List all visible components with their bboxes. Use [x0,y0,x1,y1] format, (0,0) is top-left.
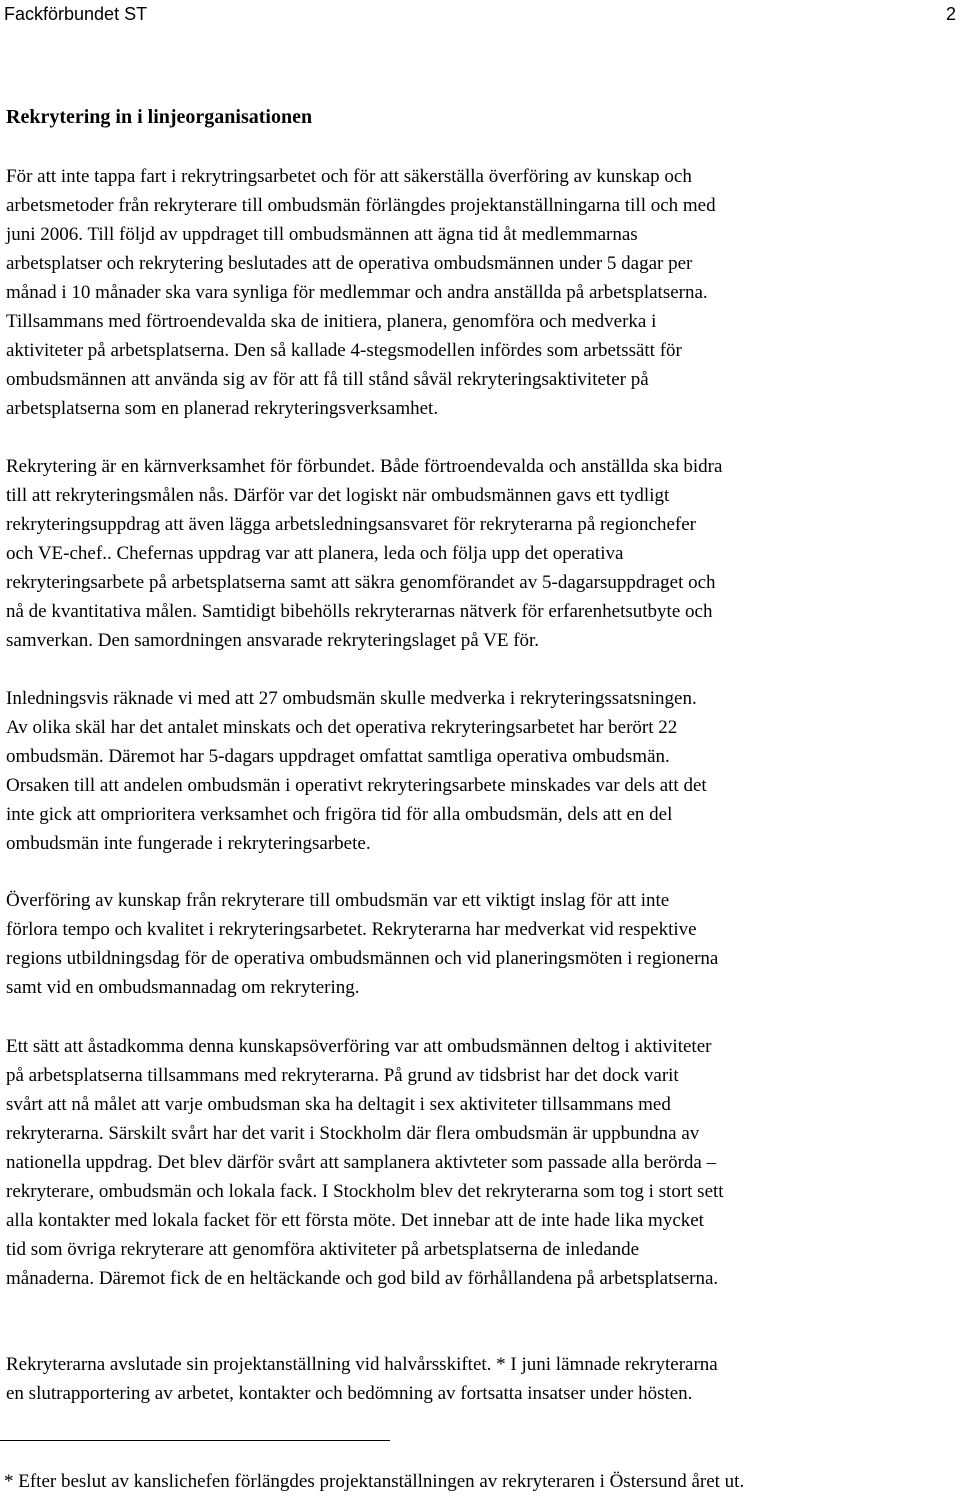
paragraph-6 [6,1350,954,1408]
text-line: Inledningsvis räknade vi med att 27 ombudsmän skulle medverka i rekryteringssatsningen. [6,688,697,709]
text-line: aktiviteter på arbetsplatserna. Den så kallade 4-stegsmodellen infördes som arbetssätt för [6,340,682,361]
text-line: Överföring av kunskap från rekryterare till ombudsmän var ett viktigt inslag för att inte [6,890,670,911]
paragraph-1 [6,162,954,423]
text-line: juni 2006. Till följd av uppdraget till ombudsmännen att ägna tid åt medlemmarnas [6,224,638,245]
section-heading: Rekrytering in i linjeorganisationen [6,106,313,128]
text-line: månad i 10 månader ska vara synliga för medlemmar och andra anställda på arbetsplatserna. [6,282,708,303]
text-line: samverkan. Den samordningen ansvarade rekryteringslaget på VE för. [6,630,540,651]
text-line: alla kontakter med lokala facket för ett första möte. Det innebar att de inte hade lika mycket [6,1210,704,1231]
paragraph-5 [6,1032,954,1293]
text-line: arbetsplatserna som en planerad rekryteringsverksamhet. [6,398,439,419]
text-line: förlora tempo och kvalitet i rekryteringsarbetet. Rekryterarna har medverkat vid respektive [6,919,697,940]
text-line: För att inte tappa fart i rekrytringsarbetet och för att säkerställa överföring av kunskap och [6,166,692,187]
footnote-separator [0,1440,390,1441]
text-line: nationella uppdrag. Det blev därför svårt att samplanera aktivteter som passade alla berörda – [6,1152,717,1173]
text-line: regions utbildningsdag för de operativa ombudsmännen och vid planeringsmöten i regionerna [6,948,719,969]
footnote: * Efter beslut av kanslichefen förlängdes projektanställningen av rekryteraren i Östersund året ut. [4,1471,745,1492]
text-line: rekryteringsarbete på arbetsplatserna samt att säkra genomförandet av 5-dagarsuppdraget och [6,572,716,593]
text-line: ombudsmännen att använda sig av för att få till stånd såväl rekryteringsaktiviteter på [6,369,649,390]
text-line: inte gick att omprioritera verksamhet och frigöra tid för alla ombudsmän, dels att en del [6,804,673,825]
paragraph-4 [6,886,954,1002]
text-line: rekryterarna. Särskilt svårt har det varit i Stockholm där flera ombudsmän är uppbundna av [6,1123,700,1144]
text-line: Av olika skäl har det antalet minskats och det operativa rekryteringsarbetet har berört 22 [6,717,678,738]
paragraph-3 [6,684,954,858]
text-line: Rekrytering är en kärnverksamhet för förbundet. Både förtroendevalda och anställda ska bidra [6,456,723,477]
text-line: en slutrapportering av arbetet, kontakter och bedömning av fortsatta insatser under hösten. [6,1383,693,1404]
text-line: ombudsmän inte fungerade i rekryteringsarbete. [6,833,371,854]
organization-name: Fackförbundet ST [4,4,148,24]
page-header [4,3,956,27]
text-line: svårt att nå målet att varje ombudsman ska ha deltagit i sex aktiviteter tillsammans med [6,1094,671,1115]
text-line: rekryterare, ombudsmän och lokala fack. I Stockholm blev det rekryterarna som tog i stort sett [6,1181,724,1202]
text-line: månaderna. Däremot fick de en heltäckande och god bild av förhållandena på arbetsplatserna. [6,1268,719,1289]
text-line: samt vid en ombudsmannadag om rekrytering. [6,977,360,998]
page-number: 2 [945,4,956,24]
text-line: arbetsplatser och rekrytering beslutades att de operativa ombudsmännen under 5 dagar per [6,253,693,274]
text-line: ombudsmän. Däremot har 5-dagars uppdraget omfattat samtliga operativa ombudsmän. [6,746,670,767]
text-line: rekryteringsuppdrag att även lägga arbetsledningsansvaret för rekryterarna på regionchefer [6,514,697,535]
text-line: Tillsammans med förtroendevalda ska de initiera, planera, genomföra och medverka i [6,311,657,332]
text-line: och VE-chef.. Chefernas uppdrag var att planera, leda och följa upp det operativa [6,543,624,564]
text-line: Orsaken till att andelen ombudsmän i operativt rekryteringsarbete minskades var dels att det [6,775,707,796]
text-line: nå de kvantitativa målen. Samtidigt bibehölls rekryterarnas nätverk för erfarenhetsutbyte och [6,601,713,622]
paragraph-2 [6,452,954,655]
text-line: på arbetsplatserna tillsammans med rekryterarna. På grund av tidsbrist har det dock varit [6,1065,679,1086]
text-line: Rekryterarna avslutade sin projektanställning vid halvårsskiftet. * I juni lämnade rekryterarna [6,1354,718,1375]
text-line: Ett sätt att åstadkomma denna kunskapsöverföring var att ombudsmännen deltog i aktiviteter [6,1036,712,1057]
text-line: arbetsmetoder från rekryterare till ombudsmän förlängdes projektanställningarna till och med [6,195,716,216]
text-line: tid som övriga rekryterare att genomföra aktiviteter på arbetsplatserna de inledande [6,1239,640,1260]
text-line: till att rekryteringsmålen nås. Därför var det logiskt när ombudsmännen gavs ett tydligt [6,485,670,506]
